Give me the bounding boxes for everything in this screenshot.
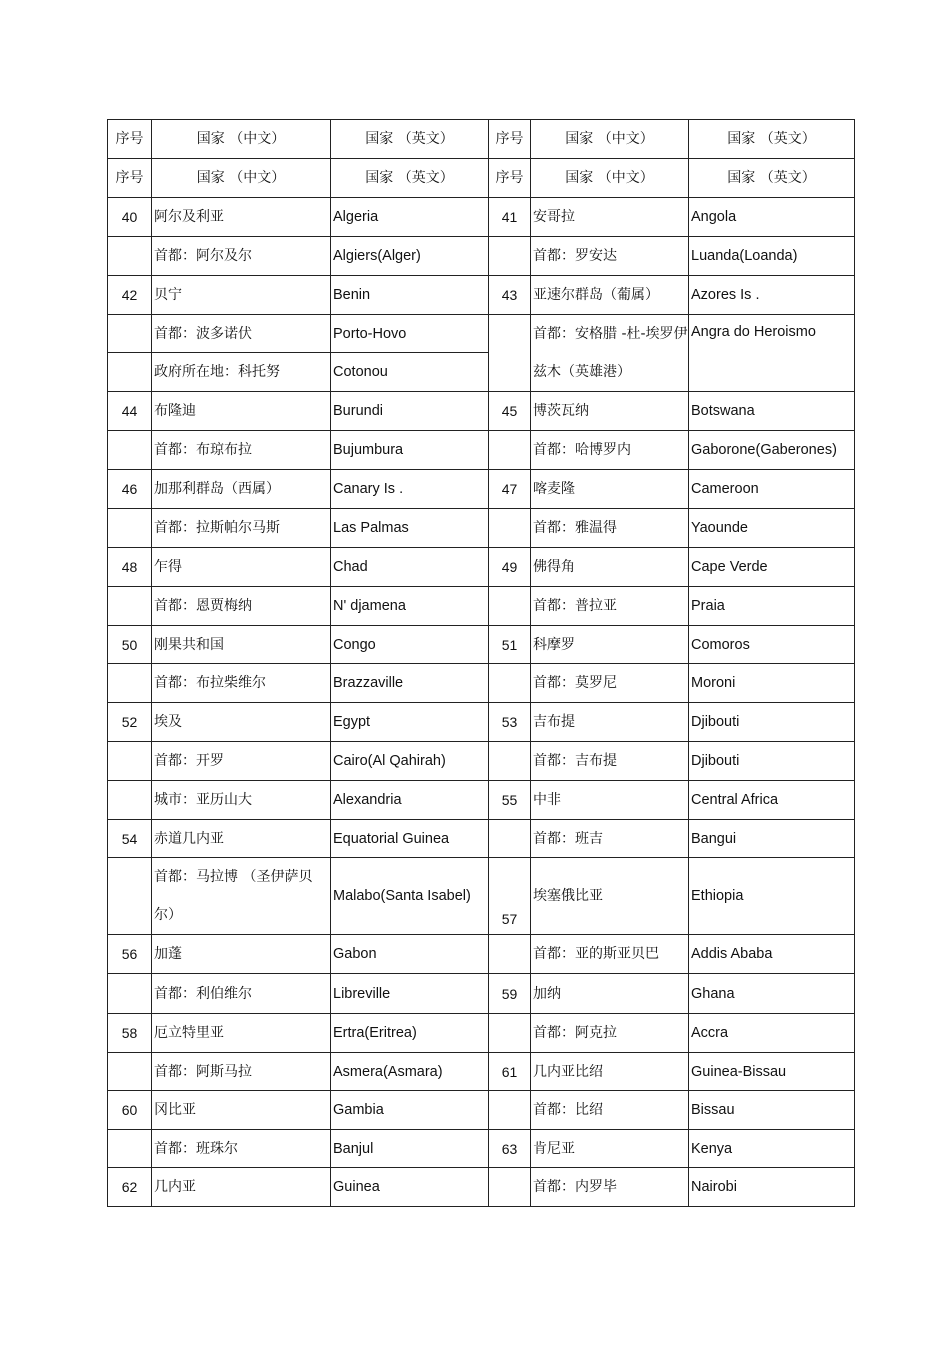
capital-en-cell: Porto-Hovo: [331, 315, 489, 353]
country-cn-cell: 乍得: [152, 548, 331, 587]
table-row: [108, 703, 855, 742]
table-row: [108, 664, 855, 703]
capital-en-cell: Asmera(Asmara): [331, 1053, 489, 1091]
country-en-cell: Algeria: [331, 198, 489, 237]
header-cell: 国家 （中文）: [531, 159, 689, 198]
capital-cn-cell: 首都：恩贾梅纳: [152, 587, 331, 626]
city-cn-cell: 城市：亚历山大: [152, 781, 331, 820]
serial-cell: 41: [489, 198, 531, 237]
header-cell: 序号: [108, 120, 152, 159]
table-row: [108, 974, 855, 1014]
country-cn-cell: 布隆迪: [152, 392, 331, 431]
serial-cell: [108, 431, 152, 470]
table-row: [108, 1091, 855, 1130]
country-en-cell: Angola: [689, 198, 855, 237]
country-cn-cell: 加那利群岛（西属）: [152, 470, 331, 509]
capital-cn-cell: 首都：布拉柴维尔: [152, 664, 331, 703]
table-row: [108, 392, 855, 431]
serial-cell: 52: [108, 703, 152, 742]
serial-cell: [489, 315, 531, 392]
serial-cell: [108, 781, 152, 820]
country-en-cell: Burundi: [331, 392, 489, 431]
serial-cell: 53: [489, 703, 531, 742]
capital-cn-cell: 首都：罗安达: [531, 237, 689, 276]
serial-cell: [489, 431, 531, 470]
capital-cn-cell: 首都：阿克拉: [531, 1014, 689, 1053]
serial-cell: [108, 974, 152, 1014]
header-cell: 序号: [489, 120, 531, 159]
serial-cell: 55: [489, 781, 531, 820]
capital-cn-cell: 首都：阿尔及尔: [152, 237, 331, 276]
table-row: [108, 1130, 855, 1168]
serial-cell: 46: [108, 470, 152, 509]
capital-en-cell: Moroni: [689, 664, 855, 703]
capital-en-cell: Nairobi: [689, 1168, 855, 1207]
serial-cell: [489, 742, 531, 781]
country-cn-cell: 吉布提: [531, 703, 689, 742]
serial-cell: [489, 587, 531, 626]
table-row: [108, 1053, 855, 1091]
country-en-cell: Canary Is .: [331, 470, 489, 509]
capital-en-cell: Praia: [689, 587, 855, 626]
table-row: [108, 1168, 855, 1207]
serial-cell: [489, 1014, 531, 1053]
capital-cn-cell: 首都：亚的斯亚贝巴: [531, 935, 689, 974]
serial-cell: [108, 742, 152, 781]
table-row: [108, 276, 855, 315]
country-cn-cell: 加纳: [531, 974, 689, 1014]
table-row: [108, 1014, 855, 1053]
capital-en-cell: Gaborone(Gaberones): [689, 431, 855, 470]
serial-cell: 45: [489, 392, 531, 431]
serial-cell: 57: [489, 858, 531, 935]
table-row: [108, 315, 855, 353]
serial-cell: [108, 1053, 152, 1091]
country-cn-cell: 冈比亚: [152, 1091, 331, 1130]
country-cn-cell: 佛得角: [531, 548, 689, 587]
table-row: [108, 742, 855, 781]
capital-cn-cell: 首都：班吉: [531, 820, 689, 858]
serial-cell: [489, 820, 531, 858]
serial-cell: [108, 353, 152, 392]
header-cell: 国家 （英文）: [331, 159, 489, 198]
capital-en-cell: Bissau: [689, 1091, 855, 1130]
table-row: [108, 626, 855, 664]
country-cn-cell: 几内亚: [152, 1168, 331, 1207]
country-en-cell: Gabon: [331, 935, 489, 974]
country-en-cell: Gambia: [331, 1091, 489, 1130]
capital-en-cell: Banjul: [331, 1130, 489, 1168]
serial-cell: 40: [108, 198, 152, 237]
table-row: [108, 587, 855, 626]
header-cell: 国家 （中文）: [152, 120, 331, 159]
country-cn-cell: 科摩罗: [531, 626, 689, 664]
city-en-cell: Alexandria: [331, 781, 489, 820]
header-cell: 国家 （中文）: [531, 120, 689, 159]
serial-cell: 48: [108, 548, 152, 587]
capital-en-cell: Djibouti: [689, 742, 855, 781]
header-cell: 国家 （中文）: [152, 159, 331, 198]
country-cn-cell: 埃及: [152, 703, 331, 742]
table-row: [108, 858, 855, 935]
country-cn-cell: 刚果共和国: [152, 626, 331, 664]
country-cn-cell: 赤道几内亚: [152, 820, 331, 858]
capital-cn-cell: 首都：布琼布拉: [152, 431, 331, 470]
serial-cell: 50: [108, 626, 152, 664]
header-cell: 序号: [489, 159, 531, 198]
capital-cn-cell: 首都：班珠尔: [152, 1130, 331, 1168]
serial-cell: [489, 664, 531, 703]
capital-en-cell: Algiers(Alger): [331, 237, 489, 276]
capital-en-cell: Las Palmas: [331, 509, 489, 548]
serial-cell: [489, 1168, 531, 1207]
capital-cn-cell: 首都：马拉博 （圣伊萨贝尔）: [152, 858, 331, 935]
capital-cn-cell: 首都：开罗: [152, 742, 331, 781]
capital-cn-cell: 首都：普拉亚: [531, 587, 689, 626]
capital-cn-cell: 首都：波多诺伏: [152, 315, 331, 353]
country-cn-cell: 阿尔及利亚: [152, 198, 331, 237]
country-en-cell: Central Africa: [689, 781, 855, 820]
country-cn-cell: 安哥拉: [531, 198, 689, 237]
serial-cell: [489, 1091, 531, 1130]
country-en-cell: Guinea-Bissau: [689, 1053, 855, 1091]
country-en-cell: Botswana: [689, 392, 855, 431]
serial-cell: [489, 935, 531, 974]
table-row: [108, 431, 855, 470]
country-cn-cell: 几内亚比绍: [531, 1053, 689, 1091]
country-en-cell: Kenya: [689, 1130, 855, 1168]
government-seat-cn-cell: 政府所在地：科托努: [152, 353, 331, 392]
table-row: [108, 781, 855, 820]
capital-en-cell: Luanda(Loanda): [689, 237, 855, 276]
country-en-cell: Djibouti: [689, 703, 855, 742]
capital-cn-cell: 首都：内罗毕: [531, 1168, 689, 1207]
country-cn-cell: 加蓬: [152, 935, 331, 974]
country-cn-cell: 中非: [531, 781, 689, 820]
serial-cell: 61: [489, 1053, 531, 1091]
country-en-cell: Egypt: [331, 703, 489, 742]
table-row: [108, 470, 855, 509]
capital-cn-cell: 首都：雅温得: [531, 509, 689, 548]
serial-cell: 62: [108, 1168, 152, 1207]
country-en-cell: Azores Is .: [689, 276, 855, 315]
table-row: [108, 509, 855, 548]
serial-cell: 42: [108, 276, 152, 315]
capital-en-cell: Angra do Heroismo: [689, 315, 855, 392]
capital-en-cell: Bangui: [689, 820, 855, 858]
serial-cell: [108, 509, 152, 548]
serial-cell: [489, 509, 531, 548]
serial-cell: 43: [489, 276, 531, 315]
serial-cell: 56: [108, 935, 152, 974]
header-row: [108, 159, 855, 198]
serial-cell: [108, 237, 152, 276]
table-row: [108, 548, 855, 587]
serial-cell: 44: [108, 392, 152, 431]
country-en-cell: Congo: [331, 626, 489, 664]
header-cell: 国家 （英文）: [689, 120, 855, 159]
capital-cn-cell: 首都：哈博罗内: [531, 431, 689, 470]
capital-cn-cell: 首都：利伯维尔: [152, 974, 331, 1014]
capital-en-cell: Libreville: [331, 974, 489, 1014]
serial-cell: 58: [108, 1014, 152, 1053]
capital-en-cell: Bujumbura: [331, 431, 489, 470]
serial-cell: [489, 237, 531, 276]
table-row: [108, 935, 855, 974]
country-en-cell: Cameroon: [689, 470, 855, 509]
serial-cell: [108, 587, 152, 626]
serial-cell: 49: [489, 548, 531, 587]
capital-en-cell: Brazzaville: [331, 664, 489, 703]
capital-cn-cell: 首都：阿斯马拉: [152, 1053, 331, 1091]
serial-cell: [108, 315, 152, 353]
serial-cell: 63: [489, 1130, 531, 1168]
country-en-cell: Ethiopia: [689, 858, 855, 935]
capital-cn-cell: 首都：吉布提: [531, 742, 689, 781]
header-cell: 国家 （英文）: [689, 159, 855, 198]
country-cn-cell: 贝宁: [152, 276, 331, 315]
serial-cell: 59: [489, 974, 531, 1014]
capital-en-cell: Accra: [689, 1014, 855, 1053]
table-row: [108, 820, 855, 858]
serial-cell: [108, 664, 152, 703]
country-cn-cell: 肯尼亚: [531, 1130, 689, 1168]
serial-cell: 54: [108, 820, 152, 858]
country-en-cell: Benin: [331, 276, 489, 315]
country-en-cell: Guinea: [331, 1168, 489, 1207]
serial-cell: 60: [108, 1091, 152, 1130]
country-cn-cell: 厄立特里亚: [152, 1014, 331, 1053]
serial-cell: [108, 858, 152, 935]
table-row: [108, 237, 855, 276]
capital-cn-cell: 首都：安格腊 -杜-埃罗伊兹木（英雄港）: [531, 315, 689, 392]
country-cn-cell: 博茨瓦纳: [531, 392, 689, 431]
country-en-cell: Comoros: [689, 626, 855, 664]
country-en-cell: Cape Verde: [689, 548, 855, 587]
capital-cn-cell: 首都：莫罗尼: [531, 664, 689, 703]
header-cell: 国家 （英文）: [331, 120, 489, 159]
capital-en-cell: Yaounde: [689, 509, 855, 548]
country-en-cell: Chad: [331, 548, 489, 587]
header-cell: 序号: [108, 159, 152, 198]
capital-en-cell: Malabo(Santa Isabel): [331, 858, 489, 935]
capital-en-cell: Cairo(Al Qahirah): [331, 742, 489, 781]
table-row: [108, 198, 855, 237]
country-cn-cell: 埃塞俄比亚: [531, 858, 689, 935]
country-en-cell: Ghana: [689, 974, 855, 1014]
capital-cn-cell: 首都：拉斯帕尔马斯: [152, 509, 331, 548]
country-cn-cell: 喀麦隆: [531, 470, 689, 509]
header-row: [108, 120, 855, 159]
serial-cell: [108, 1130, 152, 1168]
capital-en-cell: N' djamena: [331, 587, 489, 626]
serial-cell: 51: [489, 626, 531, 664]
government-seat-en-cell: Cotonou: [331, 353, 489, 392]
capital-cn-cell: 首都：比绍: [531, 1091, 689, 1130]
capital-en-cell: Addis Ababa: [689, 935, 855, 974]
country-cn-cell: 亚速尔群岛（葡属）: [531, 276, 689, 315]
country-en-cell: Ertra(Eritrea): [331, 1014, 489, 1053]
country-en-cell: Equatorial Guinea: [331, 820, 489, 858]
country-table: [107, 119, 855, 1207]
serial-cell: 47: [489, 470, 531, 509]
